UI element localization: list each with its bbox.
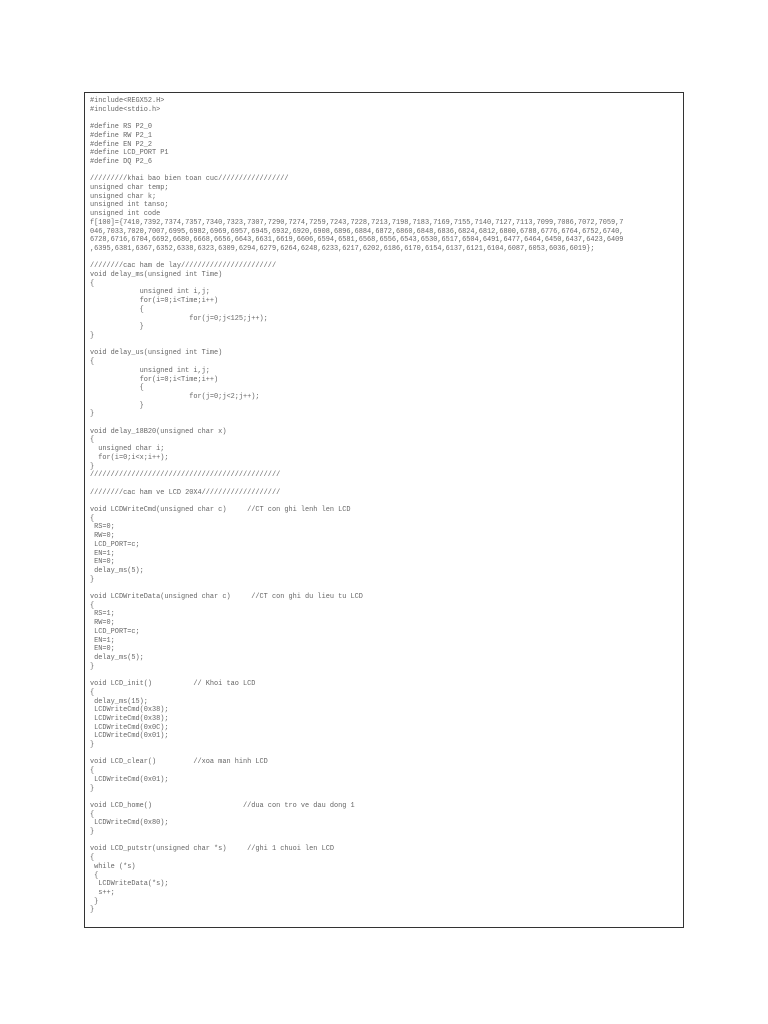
code-line: 6728,6716,6704,6692,6680,6668,6656,6643,6631,6619,6606,6594,6581,6568,6556,6543,6530,6517,6504,6491,6477,6464,6450,6437,6423,6409 [90,236,624,245]
code-line: { [90,871,99,880]
code-line: { [90,436,95,445]
code-line: #include<stdio.h> [90,105,161,114]
code-line: ////////cac ham de lay/////////////////////// [90,262,277,271]
code-line: EN=1; [90,636,115,645]
code-line: { [90,358,95,367]
code-line: } [90,784,95,793]
code-line: { [90,514,95,523]
code-line: ////////cac ham ve LCD 20X4/////////////////// [90,488,281,497]
code-line: f[100]={7410,7392,7374,7357,7340,7323,7307,7290,7274,7259,7243,7228,7213,7198,7183,7169,7155,7140,7127,7113,7099,7086,7072,7059,7 [90,218,624,227]
code-line: void LCDWriteData(unsigned char c) //CT con ghi du lieu tu LCD [90,593,363,602]
code-line: delay_ms(5); [90,566,144,575]
code-line: LCDWriteCmd(0x01); [90,732,169,741]
code-line: } [90,401,144,410]
code-line: { [90,601,95,610]
code-listing-box [84,92,684,928]
code-line: for(j=0;j<125;j++); [90,314,268,323]
code-listing [90,97,682,915]
code-line: EN=0; [90,645,115,654]
code-line: } [90,662,95,671]
code-line: delay_ms(15); [90,697,148,706]
code-line: { [90,305,144,314]
code-line: void delay_ms(unsigned int Time) [90,271,223,280]
code-line: while (*s) [90,862,136,871]
code-line: 046,7033,7020,7007,6995,6982,6969,6957,6945,6932,6920,6908,6896,6884,6872,6860,6848,6836,6824,6812,6800,6788,6776,6764,6752,6740, [90,227,624,236]
code-line: LCD_PORT=c; [90,540,140,549]
code-line: void LCDWriteCmd(unsigned char c) //CT con ghi lenh len LCD [90,506,351,515]
code-line: unsigned int tanso; [90,201,169,210]
code-line: } [90,323,144,332]
code-line: unsigned char temp; [90,184,169,193]
code-line: s++; [90,888,115,897]
code-line: void delay_18B20(unsigned char x) [90,427,227,436]
code-line: #define DQ P2_6 [90,157,153,166]
code-line: RS=1; [90,610,115,619]
code-line: RS=0; [90,523,115,532]
code-line: { [90,767,95,776]
code-line: { [90,810,95,819]
code-line: } [90,462,95,471]
code-line: } [90,741,95,750]
code-line: } [90,828,95,837]
code-line: unsigned char i; [90,445,165,454]
code-line: #define LCD_PORT P1 [90,149,169,158]
code-line: { [90,279,95,288]
code-line: unsigned char k; [90,192,157,201]
code-line: delay_ms(5); [90,654,144,662]
code-line: EN=0; [90,558,115,567]
code-line: LCDWriteData(*s); [90,880,169,889]
code-line: #define EN P2_2 [90,140,153,149]
code-line: void LCD_putstr(unsigned char *s) //ghi 1 chuoi len LCD [90,845,334,854]
code-line: unsigned int code [90,210,161,219]
code-line: LCDWriteCmd(0x01); [90,775,169,784]
code-line: LCD_PORT=c; [90,627,140,636]
code-line: RW=0; [90,619,115,628]
code-line: RW=0; [90,532,115,541]
code-line: LCDWriteCmd(0x38); [90,706,169,715]
code-line: void LCD_clear() //xoa man hinh LCD [90,758,268,767]
code-line: LCDWriteCmd(0x80); [90,819,169,828]
code-line: ////////////////////////////////////////////// [90,471,281,480]
code-line: void delay_us(unsigned int Time) [90,349,223,358]
code-line: ,6395,6381,6367,6352,6338,6323,6309,6294,6279,6264,6248,6233,6217,6202,6186,6170,6154,6137,6121,6104,6087,6053,6036,6019}; [90,244,595,253]
code-line: unsigned int i,j; [90,366,210,375]
code-line: { [90,688,95,697]
code-line: } [90,906,95,915]
code-line: for(i=0;i<x;i++); [90,453,169,462]
code-line: #define RS P2_0 [90,123,153,132]
code-line: { [90,384,144,393]
code-line: /////////khai bao bien toan cuc///////////////// [90,175,289,184]
code-line: unsigned int i,j; [90,288,210,297]
code-line: for(i=0;i<Time;i++) [90,297,219,306]
code-line: } [90,575,95,584]
code-line: LCDWriteCmd(0x38); [90,714,169,723]
code-line: for(i=0;i<Time;i++) [90,375,219,384]
code-line: LCDWriteCmd(0x0C); [90,723,169,732]
code-line: } [90,897,99,906]
code-line: for(j=0;j<2;j++); [90,392,260,401]
code-line: #define RW P2_1 [90,131,153,140]
code-line: EN=1; [90,549,115,558]
code-line: } [90,410,95,419]
code-line: { [90,854,95,863]
code-line: } [90,331,95,340]
code-line: void LCD_home() //dua con tro ve dau dong 1 [90,801,355,810]
code-line: #include<REGX52.H> [90,97,165,105]
code-line: void LCD_init() // Khoi tao LCD [90,680,256,689]
